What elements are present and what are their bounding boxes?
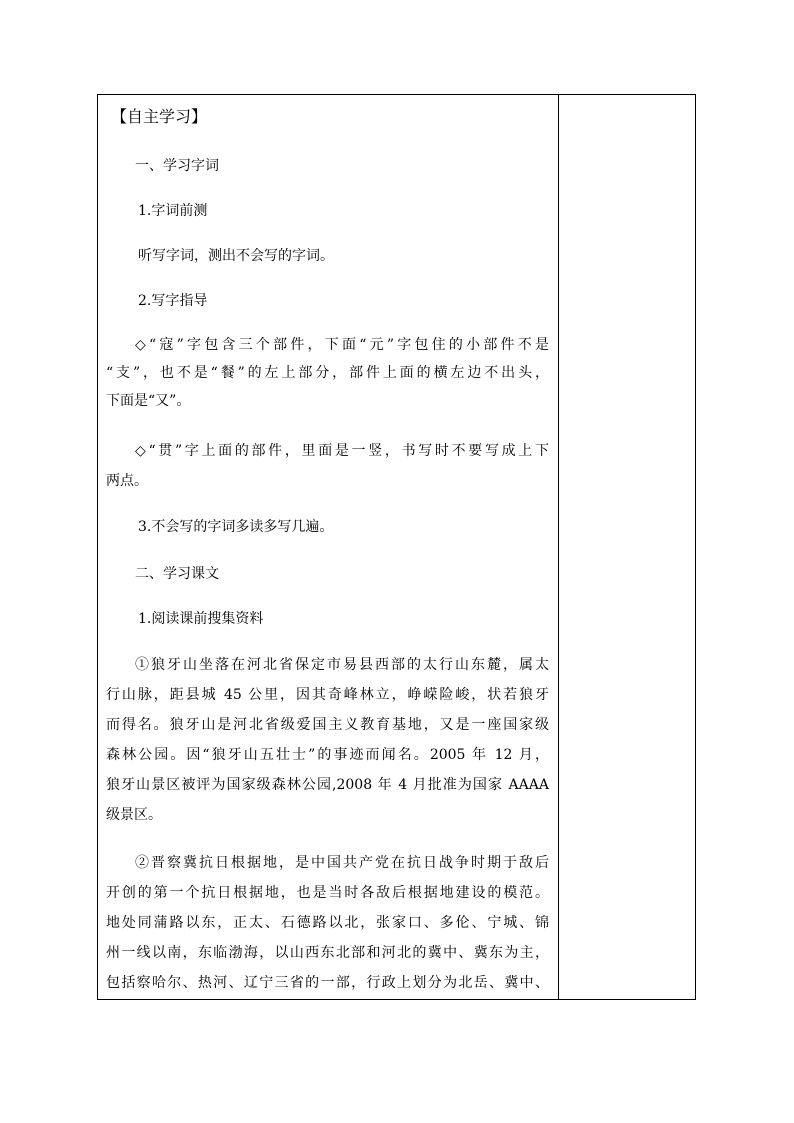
part1-item2-title: 2.写字指导	[138, 293, 208, 309]
part1-item1-text: 听写字词，测出不会写的字词。	[138, 248, 334, 264]
para1-line: 森林公园。因“狼牙山五壮士”的事迹而闻名。2005 年 12 月，	[106, 747, 549, 763]
para1-line: ①狼牙山坐落在河北省保定市易县西部的太行山东麓，属太	[135, 657, 549, 673]
para1-line: 行山脉，距县城 45 公里，因其奇峰林立，峥嵘险峻，状若狼牙	[106, 687, 549, 703]
main-content-cell	[98, 95, 558, 999]
para2-line: 包括察哈尔、热河、辽宁三省的一部，行政上划分为北岳、冀中、	[106, 975, 549, 991]
section-title: 【自主学习】	[111, 107, 208, 126]
tip1-line: “支”，也不是“餐”的左上部分，部件上面的横左边不出头，	[106, 365, 549, 381]
para2-line: ②晋察冀抗日根据地，是中国共产党在抗日战争时期于敌后	[135, 855, 549, 871]
para2-line: 州一线以南，东临渤海，以山西东北部和河北的冀中、冀东为主，	[106, 945, 549, 961]
para2-line: 开创的第一个抗日根据地，也是当时各敌后根据地建设的模范。	[106, 885, 549, 901]
notes-cell	[559, 95, 695, 999]
part2-item1-title: 1.阅读课前搜集资料	[138, 611, 264, 627]
tip1-line: 下面是“又”。	[106, 393, 191, 409]
para1-line: 级景区。	[106, 807, 162, 823]
para2-line: 地处同蒲路以东，正太、石德路以北，张家口、多伦、宁城、锦	[106, 915, 549, 931]
lesson-table	[97, 94, 696, 1000]
tip1-line: ◇“寇”字包含三个部件，下面“元”字包住的小部件不是	[135, 337, 549, 353]
tip2-line: 两点。	[106, 473, 148, 489]
tip2-line: ◇“贯”字上面的部件，里面是一竖，书写时不要写成上下	[135, 443, 549, 459]
part1-item3-title: 3.不会写的字词多读多写几遍。	[138, 519, 334, 535]
part1-item1-title: 1.字词前测	[138, 203, 208, 219]
para1-line: 狼牙山景区被评为国家级森林公园,2008 年 4 月批准为国家 AAAA	[106, 777, 549, 793]
part1-heading: 一、学习字词	[135, 158, 219, 174]
para1-line: 而得名。狼牙山是河北省级爱国主义教育基地，又是一座国家级	[106, 717, 549, 733]
part2-heading: 二、学习课文	[135, 566, 219, 582]
